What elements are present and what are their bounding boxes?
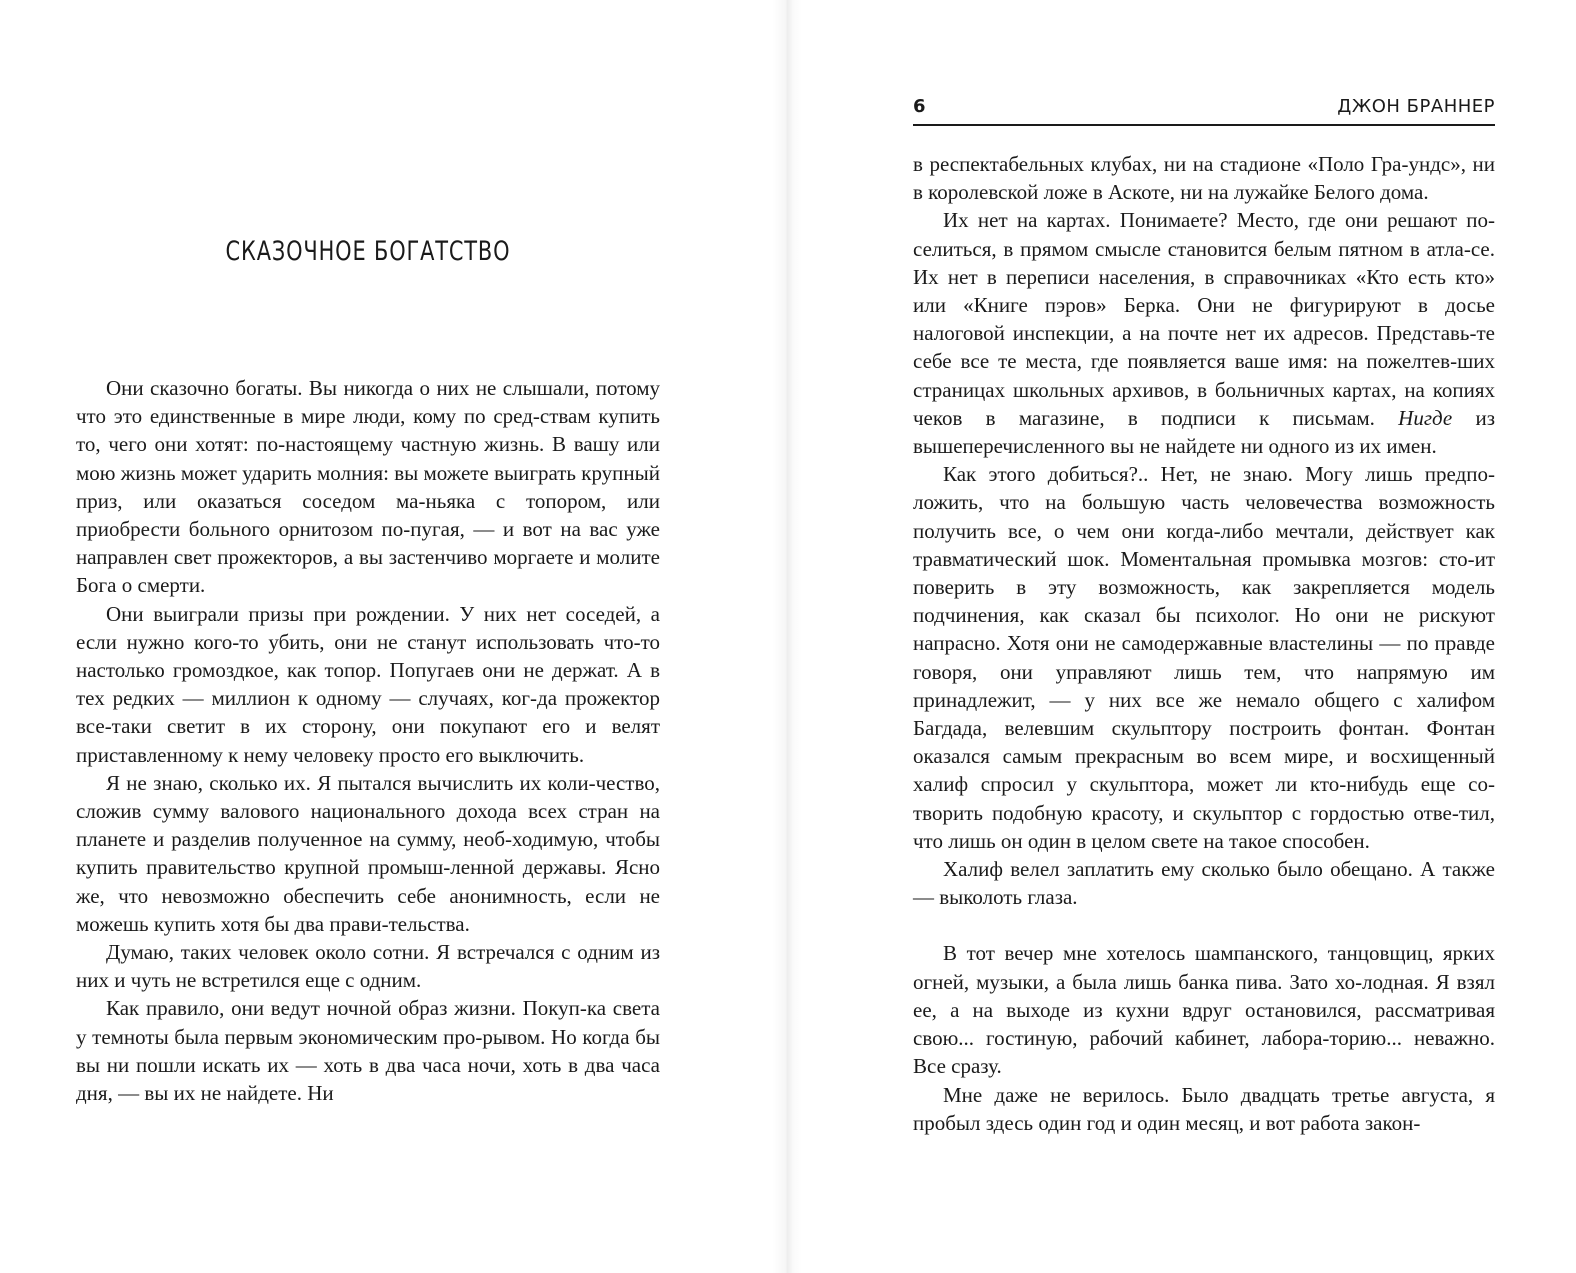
paragraph [913, 206, 1495, 460]
running-head [913, 94, 1495, 126]
left-page-body [76, 374, 660, 1107]
page-number: 6 [913, 96, 926, 117]
paragraph: Как этого добиться?.. Нет, не знаю. Могу лишь предпо-ложить, что на большую часть человечества возможность получить все, о чем они когда-либо мечтали, действует как травматический шок. Моментальная промывка мозгов: сто-ит поверить в эту возможность, как закрепляется модель подчинения, как сказал бы психолог. Но они не рискуют напрасно. Хотя они не самодержавные властелины — по правде говоря, они управляют лишь тем, что напрямую им принадлежит, — у них все же немало общего с халифом Багдада, велевшим скульптору построить фонтан. Фонтан оказался самым прекрасным во всем мире, и восхищенный халиф спросил у скульптора, может ли кто-нибудь еще со-творить подобную красоту, и скульптор с гордостью отве-тил, что лишь он один в целом свете на такое способен. [913, 462, 1495, 853]
right-page-body [913, 150, 1495, 1137]
paragraph: Как правило, они ведут ночной образ жизни. Покуп-ка света у темноты была первым экономическим про-рывом. Но когда бы вы ни пошли искать их — хоть в два часа ночи, хоть в два часа дня, — вы их не найдете. Ни [76, 996, 660, 1106]
paragraph: Мне даже не верилось. Было двадцать третье августа, я пробыл здесь один год и один месяц, и вот работа закон- [913, 1082, 1495, 1135]
italic-word: Нигде [1398, 405, 1453, 430]
paragraph-text: из вышеперечисленного вы не найдете ни одного из их имен. [913, 405, 1496, 459]
paragraph: Они сказочно богаты. Вы никогда о них не слышали, потому что это единственные в мире люди, кому по сред-ствам купить то, чего они хотят: по-настоящему частную жизнь. В вашу или мою жизнь может ударить молния: вы можете выиграть крупный приз, или оказаться соседом ма-ньяка с топором, или приобрести больного орнитозом по-пугая, — и вот на вас уже направлен свет прожекторов, а вы застенчиво моргаете и молите Бога о смерти. [76, 376, 660, 598]
paragraph: В тот вечер мне хотелось шампанского, танцовщиц, ярких огней, музыки, а была лишь банка пива. Зато хо-лодная. Я взял ее, а на выходе из кухни вдруг остановился, рассматривая свою... гостиную, рабочий кабинет, лабора-торию... неважно. Все сразу. [913, 941, 1495, 1079]
paragraph: Халиф велел заплатить ему сколько было обещано. А также — выколоть глаза. [913, 857, 1495, 910]
chapter-title: СКАЗОЧНОЕ БОГАТСТВО [225, 236, 511, 267]
paragraph: Думаю, таких человек около сотни. Я встречался с одним из них и чуть не встретился еще с одним. [76, 940, 660, 993]
running-head-author: ДЖОН БРАННЕР [1337, 96, 1495, 117]
paragraph: Они выиграли призы при рождении. У них нет соседей, а если нужно кого-то убить, они не станут использовать что-то настолько громоздкое, как топор. Попугаев они не держат. А в тех редких — миллион к одному — случаях, ког-да прожектор все-таки светит в их сторону, они покупают его и велят приставленному к нему человеку просто его выключить. [76, 601, 660, 767]
paragraph: Я не знаю, сколько их. Я пытался вычислить их коли-чество, сложив сумму валового национального дохода всех стран на планете и разделив полученное на сумму, необ-ходимую, чтобы купить правительство крупной промыш-ленной державы. Ясно же, что невозможно обеспечить себе анонимность, если не можешь купить хотя бы два прави-тельства. [76, 770, 660, 936]
paragraph-text: Их нет на картах. Понимаете? Место, где они решают по-селиться, в прямом смысле становится белым пятном в атла-се. Их нет в переписи населения, в справочниках «Кто есть кто» или «Книге пэров» Берка. Они не фигурируют в досье налоговой инспекции, а на почте нет их адресов. Представь-те себе все те места, где появляется ваше имя: на пожелтев-ших страницах школьных архивов, в больничных картах, на копиях чеков в магазине, в подписи к письмам. [913, 208, 1495, 430]
paragraph: в респектабельных клубах, ни на стадионе «Поло Гра-ундс», ни в королевской ложе в Аскоте, ни на лужайке Белого дома. [913, 152, 1495, 205]
